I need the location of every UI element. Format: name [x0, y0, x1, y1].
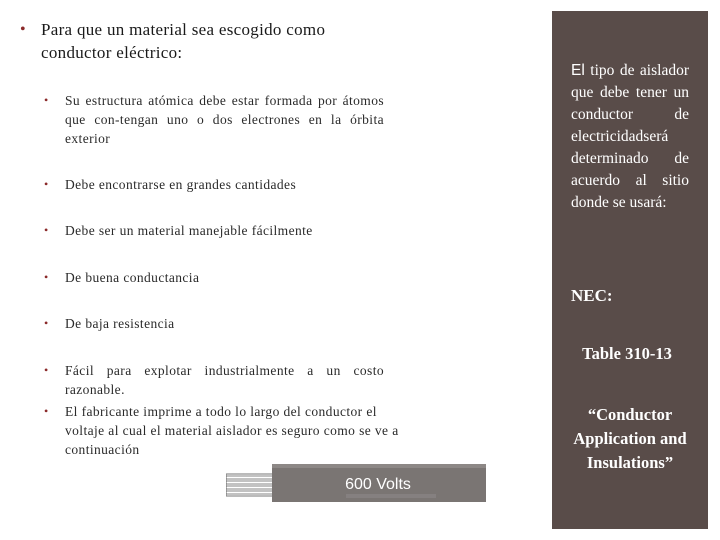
cable-wires	[226, 474, 276, 496]
sidebar-paragraph-rest: tipo de aislador que debe tener un conductor de electricidadserá determinado de acuerdo al sitio donde se usará:	[571, 62, 689, 211]
sub-bullet-cost	[44, 361, 384, 399]
bullet-icon: •	[44, 270, 49, 284]
bullet-icon: •	[44, 363, 49, 377]
sub-bullet-text: Debe encontrarse en grandes cantidades	[65, 177, 297, 192]
table-reference: Table 310-13	[582, 344, 672, 363]
bullet-icon: •	[44, 316, 49, 330]
sub-bullet-text: Debe ser un material manejable fácilmente	[65, 223, 313, 238]
sub-bullet-manageable	[44, 221, 384, 240]
sub-bullet-text: De buena conductancia	[65, 270, 200, 285]
quote-title: “Conductor Application and Insulations”	[573, 405, 687, 472]
cable-image	[226, 464, 488, 504]
sidebar-panel	[552, 11, 708, 529]
bullet-icon: •	[20, 21, 26, 38]
sub-bullet-conductance	[44, 268, 384, 287]
sub-bullet-manufacturer	[44, 402, 404, 459]
main-bullet-text: Para que un material sea escogido como conductor eléctrico:	[41, 20, 326, 62]
sub-bullet-resistance	[44, 314, 384, 333]
sub-bullet-text: Fácil para explotar industrialmente a un costo razonable.	[65, 363, 384, 397]
sidebar-paragraph	[571, 60, 689, 214]
main-bullet	[20, 18, 400, 64]
bullet-icon: •	[44, 404, 49, 418]
sub-bullet-text: Su estructura atómica debe estar formada por átomos que con-tengan uno o dos electrones en la órbita exterior	[65, 93, 384, 146]
bullet-icon: •	[44, 223, 49, 237]
sub-bullet-text: De baja resistencia	[65, 316, 175, 331]
sub-bullet-atomic-structure	[44, 91, 384, 148]
sub-bullet-text: El fabricante imprime a todo lo largo del conductor el voltaje al cual el material aislador es seguro como se ve a continuación	[65, 404, 399, 457]
nec-label: NEC:	[571, 286, 613, 305]
sub-bullet-abundance	[44, 175, 384, 194]
cable-label: 600 Volts	[345, 476, 411, 493]
bullet-icon: •	[44, 93, 49, 107]
sidebar-paragraph-first-word: El	[571, 62, 585, 79]
bullet-icon: •	[44, 177, 49, 191]
